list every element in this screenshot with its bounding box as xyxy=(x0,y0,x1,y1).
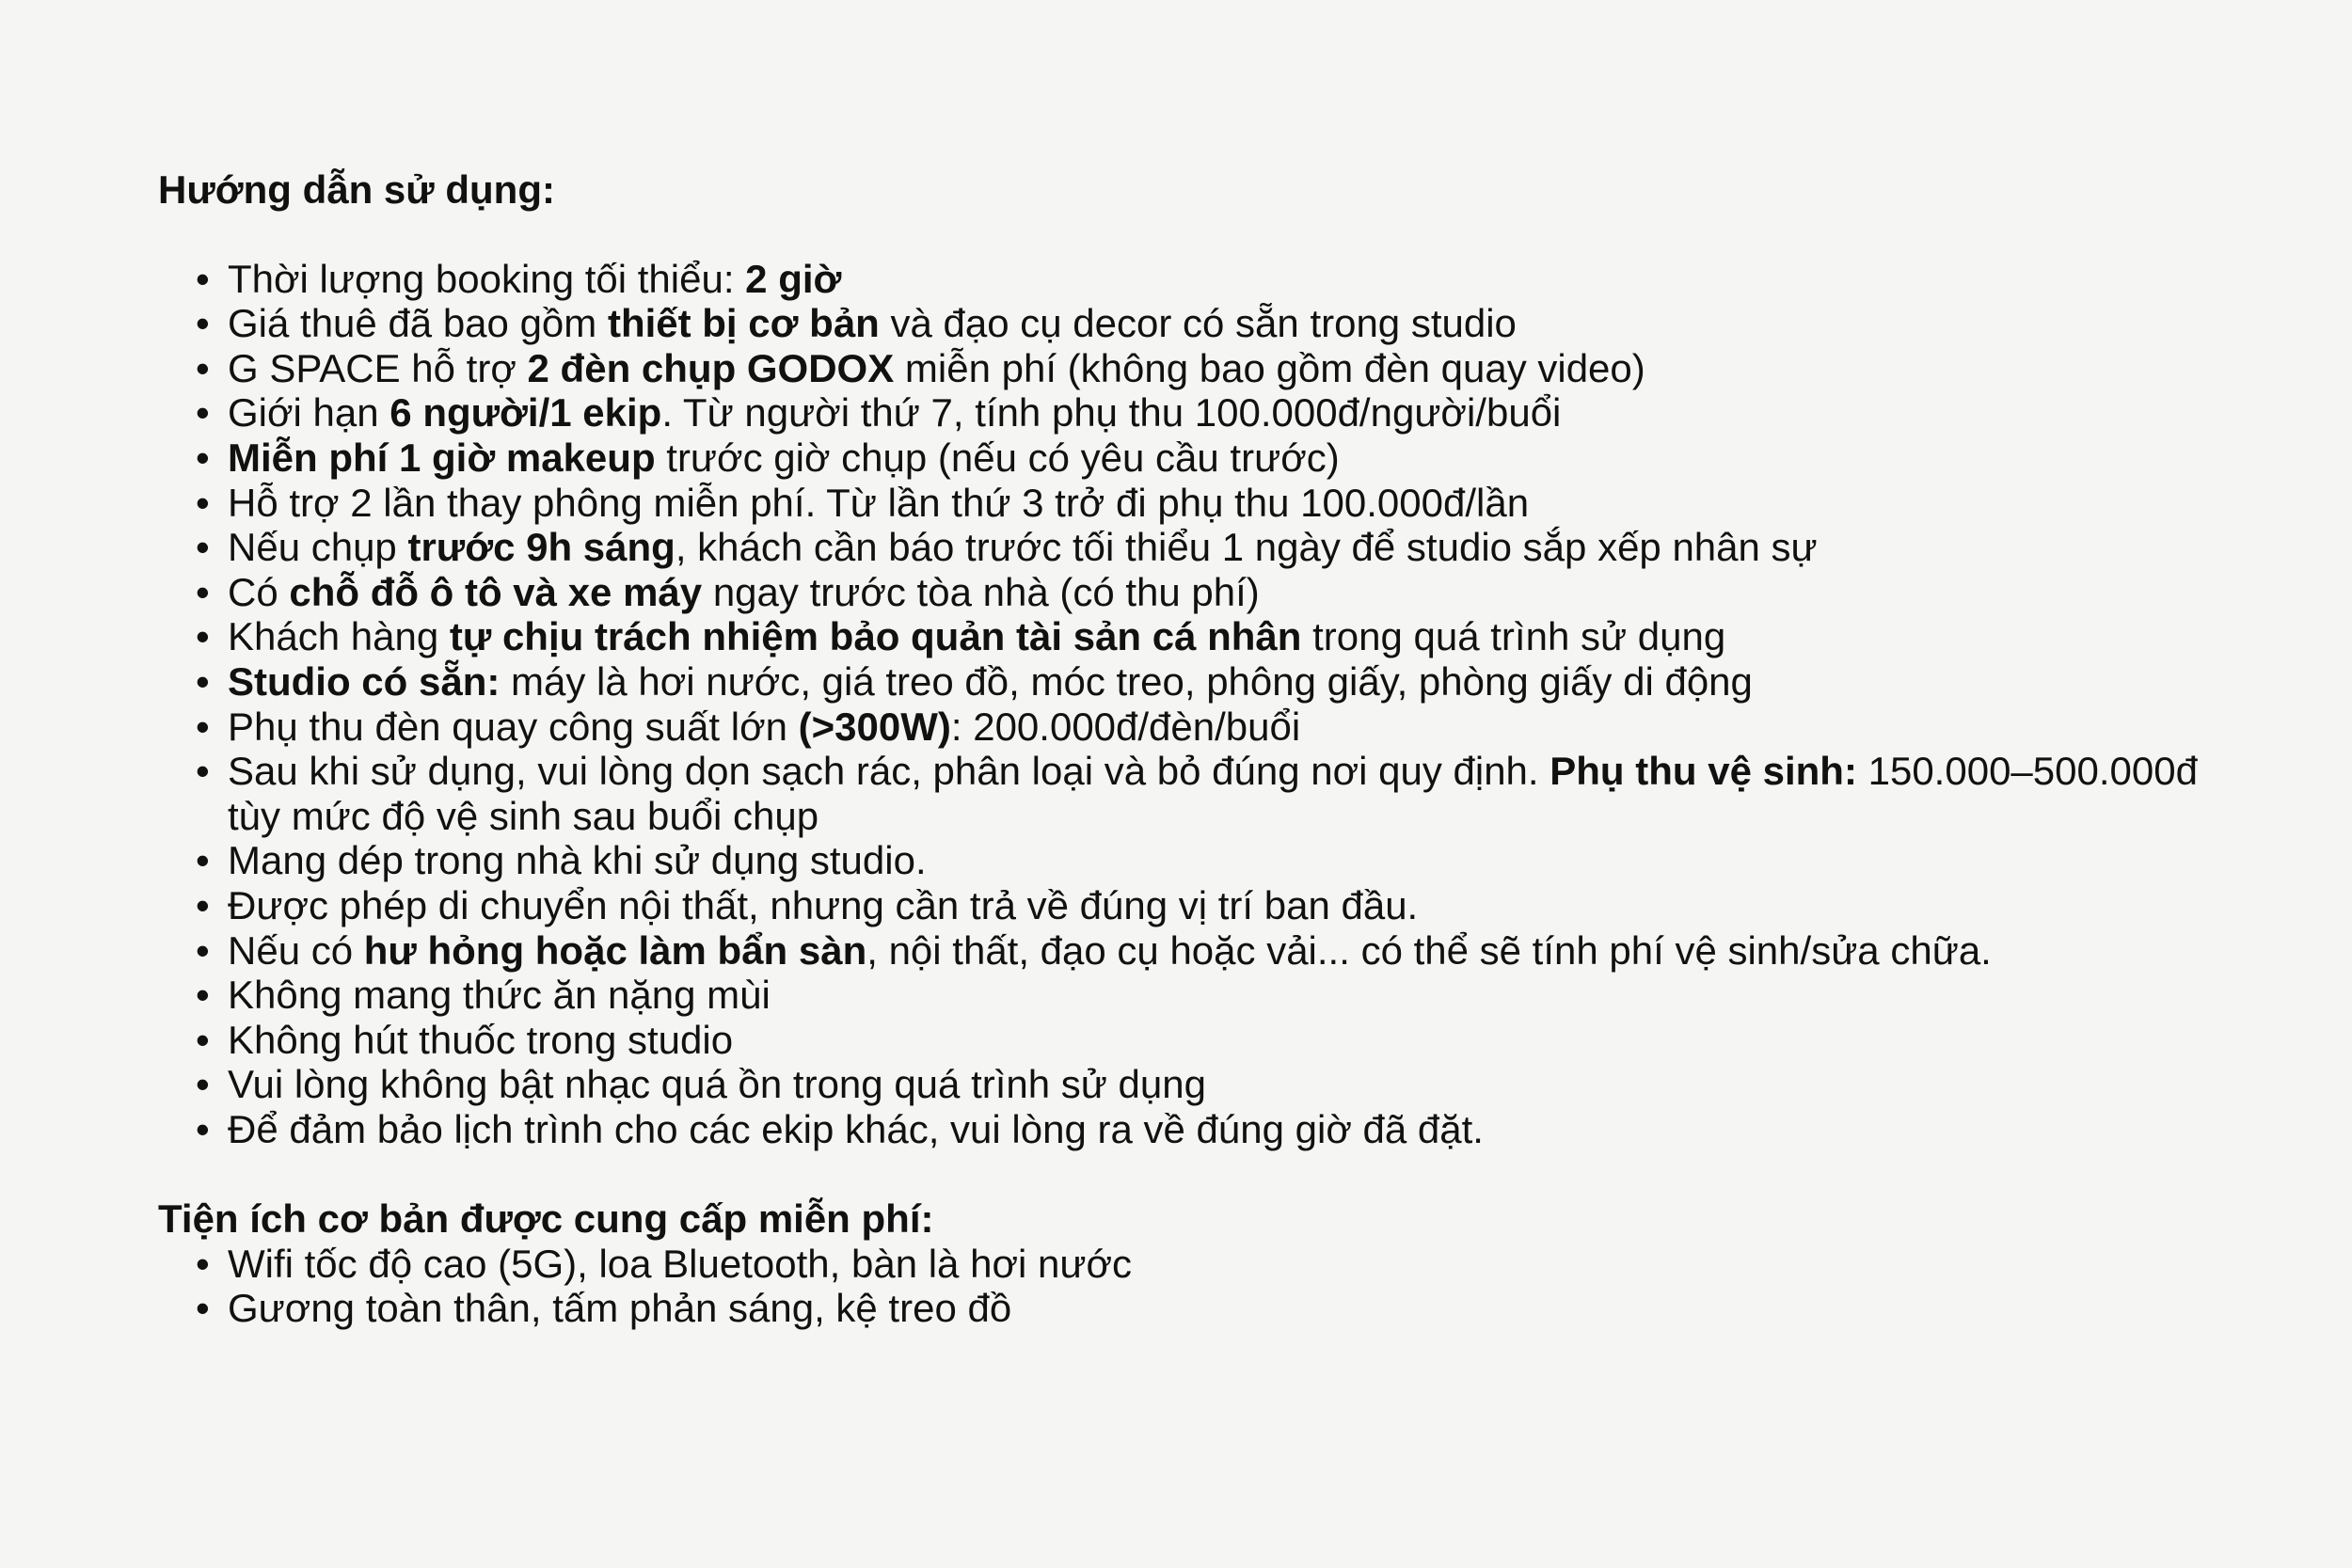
bold-text: (>300W) xyxy=(798,704,951,749)
text: Vui lòng không bật nhạc quá ồn trong quá trình sử dụng xyxy=(228,1062,1206,1107)
text: trước giờ chụp (nếu có yêu cầu trước) xyxy=(655,435,1340,480)
list-item xyxy=(158,614,2247,659)
bullet-icon: • xyxy=(196,390,210,436)
bold-text: tự chịu trách nhiệm bảo quản tài sản cá nhân xyxy=(449,614,1302,659)
text: Phụ thu đèn quay công suất lớn xyxy=(228,704,799,749)
text: Hỗ trợ 2 lần thay phông miễn phí. Từ lần thứ 3 trở đi phụ thu 100.000đ/lần xyxy=(228,480,1530,525)
list-item xyxy=(158,390,2247,436)
document-content xyxy=(158,167,2247,1331)
text: Gương toàn thân, tấm phản sáng, kệ treo đồ xyxy=(228,1286,1012,1331)
spacer xyxy=(158,213,2247,257)
bullet-icon: • xyxy=(196,973,210,1018)
list-item xyxy=(158,1286,2247,1331)
bullet-icon: • xyxy=(196,256,210,301)
text: máy là hơi nước, giá treo đồ, móc treo, phông giấy, phòng giấy di động xyxy=(500,658,1753,704)
bold-text: chỗ đỗ ô tô và xe máy xyxy=(289,569,703,614)
bullet-icon: • xyxy=(196,704,210,749)
bullet-icon: • xyxy=(196,1106,210,1151)
bold-text: Studio có sẵn: xyxy=(228,658,501,704)
bold-text: Miễn phí 1 giờ makeup xyxy=(228,435,656,480)
text: Khách hàng xyxy=(228,614,450,659)
list-item xyxy=(158,346,2247,391)
text: Không mang thức ăn nặng mùi xyxy=(228,973,771,1018)
bullet-icon: • xyxy=(196,1017,210,1062)
list-item xyxy=(158,1018,2247,1063)
list-item xyxy=(158,436,2247,481)
bold-text: Phụ thu vệ sinh: xyxy=(1549,749,1857,794)
text: Được phép di chuyển nội thất, nhưng cần trả về đúng vị trí ban đầu. xyxy=(228,882,1419,927)
list-item xyxy=(158,481,2247,526)
list-item xyxy=(158,525,2247,570)
bullet-icon: • xyxy=(196,1062,210,1107)
text: trong quá trình sử dụng xyxy=(1301,614,1726,659)
list-item xyxy=(158,883,2247,928)
text: 150.000–500.000đ tùy mức độ vệ sinh sau buổi chụp xyxy=(228,749,2198,838)
text: miễn phí (không bao gồm đèn quay video) xyxy=(894,345,1645,390)
bold-text: hư hỏng hoặc làm bẩn sàn xyxy=(363,927,867,973)
bullet-icon: • xyxy=(196,480,210,525)
list-item xyxy=(158,838,2247,883)
list-item xyxy=(158,1242,2247,1287)
list-item xyxy=(158,301,2247,346)
list-item xyxy=(158,928,2247,974)
text: , nội thất, đạo cụ hoặc vải... có thể sẽ tính phí vệ sinh/sửa chữa. xyxy=(866,927,1992,973)
text: Giới hạn xyxy=(228,390,390,436)
text: G SPACE hỗ trợ xyxy=(228,345,528,390)
bullet-icon: • xyxy=(196,658,210,704)
text: Có xyxy=(228,569,290,614)
text: Giá thuê đã bao gồm xyxy=(228,301,608,346)
bold-text: thiết bị cơ bản xyxy=(607,301,880,346)
list-item xyxy=(158,749,2247,838)
list-item xyxy=(158,1062,2247,1107)
list-item xyxy=(158,973,2247,1018)
bullet-icon: • xyxy=(196,569,210,614)
bold-text: 2 đèn chụp GODOX xyxy=(527,345,895,390)
text: Wifi tốc độ cao (5G), loa Bluetooth, bàn là hơi nước xyxy=(228,1241,1132,1286)
bullet-icon: • xyxy=(196,838,210,883)
text: Thời lượng booking tối thiểu: xyxy=(228,256,746,301)
bullet-icon: • xyxy=(196,927,210,973)
spacer xyxy=(158,1151,2247,1196)
bullet-icon: • xyxy=(196,435,210,480)
bullet-icon: • xyxy=(196,301,210,346)
bullet-icon: • xyxy=(196,345,210,390)
text: Nếu chụp xyxy=(228,525,408,570)
bullet-icon: • xyxy=(196,882,210,927)
list-item xyxy=(158,1107,2247,1152)
bold-text: 2 giờ xyxy=(745,256,842,301)
bold-text: 6 người/1 ekip xyxy=(389,390,662,436)
bullet-icon: • xyxy=(196,525,210,570)
free-amenities-list xyxy=(158,1242,2247,1331)
list-item xyxy=(158,257,2247,302)
text: Không hút thuốc trong studio xyxy=(228,1017,734,1062)
text: . Từ người thứ 7, tính phụ thu 100.000đ/người/buổi xyxy=(661,390,1562,436)
text: Nếu có xyxy=(228,927,364,973)
text: , khách cần báo trước tối thiểu 1 ngày để studio sắp xếp nhân sự xyxy=(675,525,1818,570)
text: và đạo cụ decor có sẵn trong studio xyxy=(879,301,1517,346)
bullet-icon: • xyxy=(196,1286,210,1331)
usage-guide-heading: Hướng dẫn sử dụng: xyxy=(158,167,555,212)
list-item xyxy=(158,705,2247,750)
bullet-icon: • xyxy=(196,614,210,659)
text: Sau khi sử dụng, vui lòng dọn sạch rác, phân loại và bỏ đúng nơi quy định. xyxy=(228,749,1550,794)
bullet-icon: • xyxy=(196,749,210,794)
list-item xyxy=(158,659,2247,705)
text: ngay trước tòa nhà (có thu phí) xyxy=(702,569,1260,614)
list-item xyxy=(158,570,2247,615)
bold-text: trước 9h sáng xyxy=(407,525,675,570)
usage-guide-list xyxy=(158,257,2247,1152)
text: Để đảm bảo lịch trình cho các ekip khác, vui lòng ra về đúng giờ đã đặt. xyxy=(228,1106,1484,1151)
text: Mang dép trong nhà khi sử dụng studio. xyxy=(228,838,927,883)
free-amenities-heading: Tiện ích cơ bản được cung cấp miễn phí: xyxy=(158,1196,934,1242)
bullet-icon: • xyxy=(196,1241,210,1286)
text: : 200.000đ/đèn/buổi xyxy=(950,704,1301,749)
